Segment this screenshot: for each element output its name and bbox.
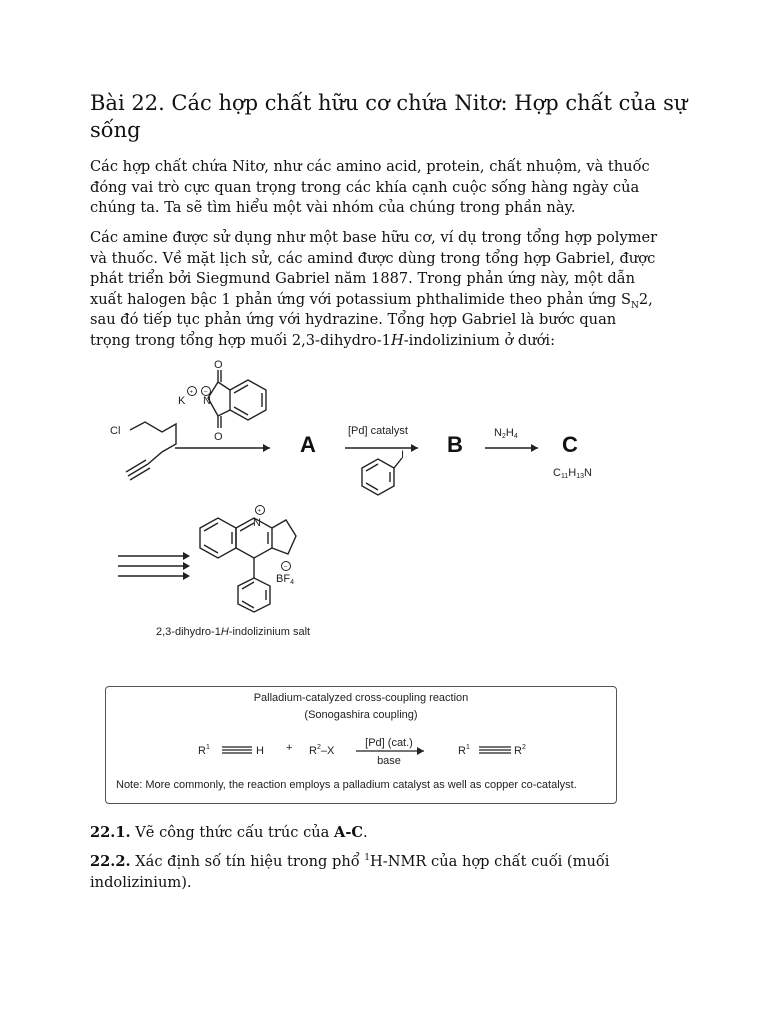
question-22-2 <box>90 852 690 893</box>
svg-text:–: – <box>284 564 288 570</box>
imide-ring <box>208 382 230 416</box>
q1-bold: A-C <box>334 824 364 841</box>
bf4-label: BF4 <box>276 573 294 586</box>
reaction-scheme <box>100 360 630 650</box>
alkyl-chain <box>130 422 176 464</box>
sn-subscript: N <box>630 300 639 311</box>
halide: $R^2-X$ <box>309 744 335 757</box>
salt-phenyl-ring <box>238 578 270 612</box>
alkyne-h: H <box>256 745 264 757</box>
question-22-1 <box>90 823 690 844</box>
compound-c-label: C <box>562 432 578 457</box>
cl-label: Cl <box>110 425 121 437</box>
arrowhead-6 <box>183 572 190 580</box>
salt-benzo-ring <box>200 518 236 558</box>
intro-paragraph <box>90 157 690 219</box>
q1-text: Vẽ công thức cấu trúc của <box>130 824 335 841</box>
o-bottom-label: O <box>214 431 223 443</box>
arrowhead-3 <box>531 444 538 452</box>
box-subtitle: (Sonogashira coupling) <box>304 709 418 721</box>
q2-text-b: H-NMR của hợp chất cuối (muối <box>370 853 610 870</box>
arrowhead-2 <box>411 444 418 452</box>
base-label: base <box>377 755 401 767</box>
salt-caption: 2,3-dihydro-1H-indolizinium salt <box>156 626 311 638</box>
multi-step-arrows <box>118 556 184 576</box>
arrowhead-5 <box>183 562 190 570</box>
k-label: K <box>178 395 186 407</box>
arrowhead-4 <box>183 552 190 560</box>
triple-bond-2 <box>479 747 511 753</box>
arrowhead-1 <box>263 444 270 452</box>
n2h4-label: N2H4 <box>494 427 518 440</box>
alkyne-bond-a <box>128 464 148 476</box>
box-note: Note: More commonly, the reaction employs a palladium catalyst as well as copper co-catalyst. <box>116 779 577 791</box>
q2-line-2: indolizinium). <box>90 873 192 891</box>
salt-phenyl-aromatic <box>242 582 266 608</box>
q2-number: 22.2. <box>90 853 131 870</box>
iodo-label: I <box>401 449 405 461</box>
q1-number: 22.1. <box>90 824 131 841</box>
intro-line-2: đóng vai trò cực quan trọng trong các khía cạnh cuộc sống hàng ngày của <box>90 178 640 196</box>
compound-b-label: B <box>447 432 463 457</box>
para2-line-4-end: 2, <box>638 290 653 308</box>
gabriel-paragraph <box>90 228 690 351</box>
italic-h: H <box>390 331 404 349</box>
para2-line-2: và thuốc. Về mặt lịch sử, các amind được dùng trong tổng hợp Gabriel, được <box>90 249 656 267</box>
sonogashira-box <box>105 686 617 804</box>
para2-line-6: trọng trong tổng hợp muối 2,3-dihydro-1 <box>90 331 391 349</box>
product-r1: $R^1$ <box>458 744 470 757</box>
box-arrowhead <box>417 747 424 755</box>
alkyne-bond-b <box>126 460 146 472</box>
svg-text:+: + <box>189 389 194 396</box>
iodobenzene-aromatic <box>366 464 390 490</box>
para2-line-6-end: -indolizinium ở dưới: <box>403 331 555 349</box>
triple-bond-1 <box>222 747 252 753</box>
q1-end: . <box>363 824 368 841</box>
terminal-alkyne: $R^1$ <box>198 744 210 757</box>
svg-text:–: – <box>204 389 208 395</box>
pd-catalyst-label: [Pd] catalyst <box>348 425 408 437</box>
carbonyl-top <box>218 370 221 382</box>
phthalimide-benzene <box>230 380 266 420</box>
svg-text:+: + <box>257 508 262 515</box>
salt-benzo-aromatic <box>204 523 232 553</box>
salt-n-label: N <box>253 517 261 529</box>
intro-line-3: chúng ta. Ta sẽ tìm hiểu một vài nhóm của chúng trong phần này. <box>90 199 576 216</box>
q2-sup: 1 <box>364 853 371 864</box>
para2-line-3: phát triển bởi Siegmund Gabriel năm 1887. Trong phản ứng này, một dẫn <box>90 270 636 287</box>
plus-sign: + <box>286 742 293 754</box>
q2-text-a: Xác định số tín hiệu trong phổ <box>130 853 365 870</box>
box-title: Palladium-catalyzed cross-coupling reaction <box>253 692 469 704</box>
catalyst-label: [Pd] (cat.) <box>365 737 413 749</box>
alkyne-bond-c <box>130 468 150 480</box>
carbonyl-bottom <box>218 416 221 428</box>
sonogashira-equation <box>106 687 616 803</box>
formula-c-label: C11H13N <box>553 467 592 480</box>
phthalimide-aromatic-bonds <box>234 385 262 415</box>
compound-a-label: A <box>300 432 316 457</box>
n-label: N <box>203 395 211 407</box>
para2-line-4: xuất halogen bậc 1 phản ứng với potassium phthalimide theo phản ứng S <box>90 290 631 308</box>
page-title: Bài 22. Các hợp chất hữu cơ chứa Nitơ: Hợp chất của sự sống <box>90 91 688 142</box>
product-r2: $R^2$ <box>514 744 526 757</box>
o-top-label: O <box>214 360 223 371</box>
intro-line-1: Các hợp chất chứa Nitơ, như các amino acid, protein, chất nhuộm, và thuốc <box>90 158 650 175</box>
para2-line-1: Các amine được sử dụng như một base hữu cơ, ví dụ trong tổng hợp polymer <box>90 229 658 246</box>
para2-line-5: sau đó tiếp tục phản ứng với hydrazine. Tổng hợp Gabriel là bước quan <box>90 311 617 328</box>
pyrroline-ring <box>272 520 296 554</box>
